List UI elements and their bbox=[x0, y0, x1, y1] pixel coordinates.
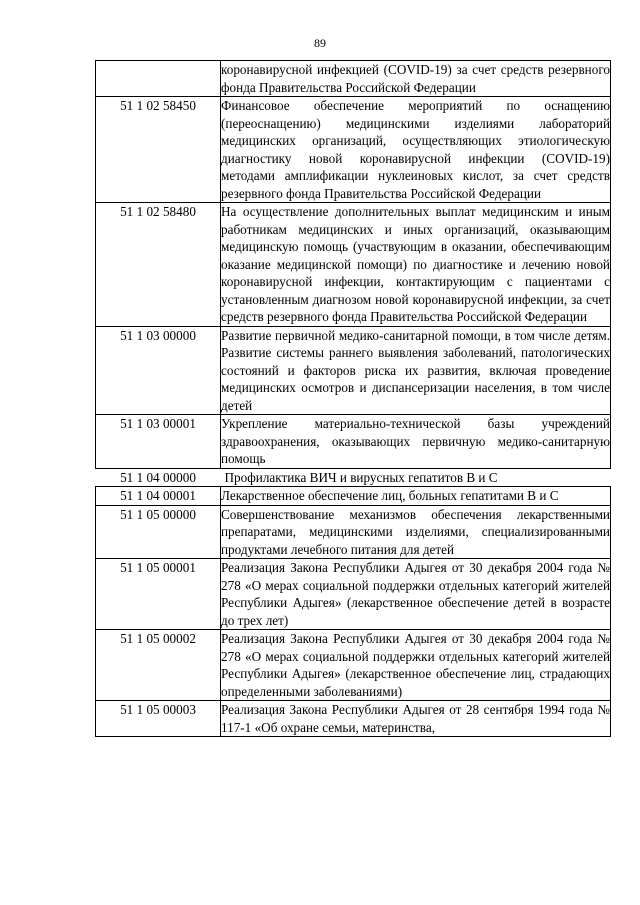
description-cell: коронавирусной инфекцией (COVID-19) за счет средств резервного фонда Правительства Российской Федерации bbox=[221, 62, 610, 95]
code-cell: 51 1 03 00001 bbox=[96, 415, 221, 469]
code-cell: 51 1 04 00000 bbox=[96, 468, 221, 487]
description-cell: Развитие первичной медико-санитарной помощи, в том числе детям. Развитие системы раннего выявления заболеваний, патологических состояний и факторов риска их развития, включая проведение медицинских осмотров и диспансеризации населения, в том числе детей bbox=[221, 327, 610, 413]
budget-code-table bbox=[95, 60, 611, 737]
description-cell: Лекарственное обеспечение лиц, больных гепатитами В и С bbox=[221, 487, 611, 506]
description-cell: Реализация Закона Республики Адыгея от 30 декабря 2004 года № 278 «О мерах социальной поддержки отдельных категорий жителей Республики Адыгея» (лекарственное обеспечение лиц, страдающих определенными заболеваниями) bbox=[221, 631, 610, 699]
description-cell: Реализация Закона Республики Адыгея от 30 декабря 2004 года № 278 «О мерах социальной поддержки отдельных категорий жителей Республики Адыгея» (лекарственное обеспечение детей в возрасте до трех лет) bbox=[221, 560, 610, 628]
code-cell: 51 1 02 58450 bbox=[96, 97, 221, 203]
code-cell: 51 1 05 00000 bbox=[96, 505, 221, 559]
code-cell: 51 1 05 00003 bbox=[96, 701, 221, 737]
table-row bbox=[96, 97, 611, 203]
description-cell: Профилактика ВИЧ и вирусных гепатитов В и С bbox=[221, 468, 611, 487]
code-cell: 51 1 02 58480 bbox=[96, 203, 221, 327]
table-row bbox=[96, 505, 611, 559]
description-cell: Совершенствование механизмов обеспечения лекарственными препаратами, медицинскими изделиями, специализированными продуктами лечебного питания для детей bbox=[221, 506, 610, 557]
table-row bbox=[96, 487, 611, 506]
table-row bbox=[96, 630, 611, 701]
code-cell: 51 1 03 00000 bbox=[96, 326, 221, 415]
code-cell: 51 1 05 00002 bbox=[96, 630, 221, 701]
code-cell bbox=[96, 61, 221, 97]
table-row bbox=[96, 415, 611, 469]
description-cell: Финансовое обеспечение мероприятий по оснащению (переоснащению) медицинскими изделиями лабораторий медицинских организаций, осуществляющих этиологическую диагностику новой коронавирусной инфекции (COVID-19) методами амплификации нуклеиновых кислот, за счет средств резервного фонда Правительства Российской Федерации bbox=[221, 98, 610, 201]
description-cell: На осуществление дополнительных выплат медицинским и иным работникам медицинских и иных организаций, оказывающим медицинскую помощь (участвующим в оказании, обеспечивающим оказание медицинской помощи) по диагностике и лечению новой коронавирусной инфекции, контактирующим с пациентами с установленным диагнозом новой коронавирусной инфекции, за счет средств резервного фонда Правительства Российской Федерации bbox=[221, 204, 610, 324]
description-cell: Реализация Закона Республики Адыгея от 28 сентября 1994 года № 117-1 «Об охране семьи, материнства, bbox=[221, 702, 610, 735]
table-row bbox=[96, 203, 611, 327]
table-row bbox=[96, 559, 611, 630]
table-row-section bbox=[96, 468, 611, 487]
description-cell: Укрепление материально-технической базы учреждений здравоохранения, оказывающих первичную медико-санитарную помощь bbox=[221, 416, 610, 466]
code-cell: 51 1 04 00001 bbox=[96, 487, 221, 506]
table-row bbox=[96, 701, 611, 737]
table-row bbox=[96, 61, 611, 97]
code-cell: 51 1 05 00001 bbox=[96, 559, 221, 630]
page-number: 89 bbox=[314, 36, 326, 50]
table-row bbox=[96, 326, 611, 415]
